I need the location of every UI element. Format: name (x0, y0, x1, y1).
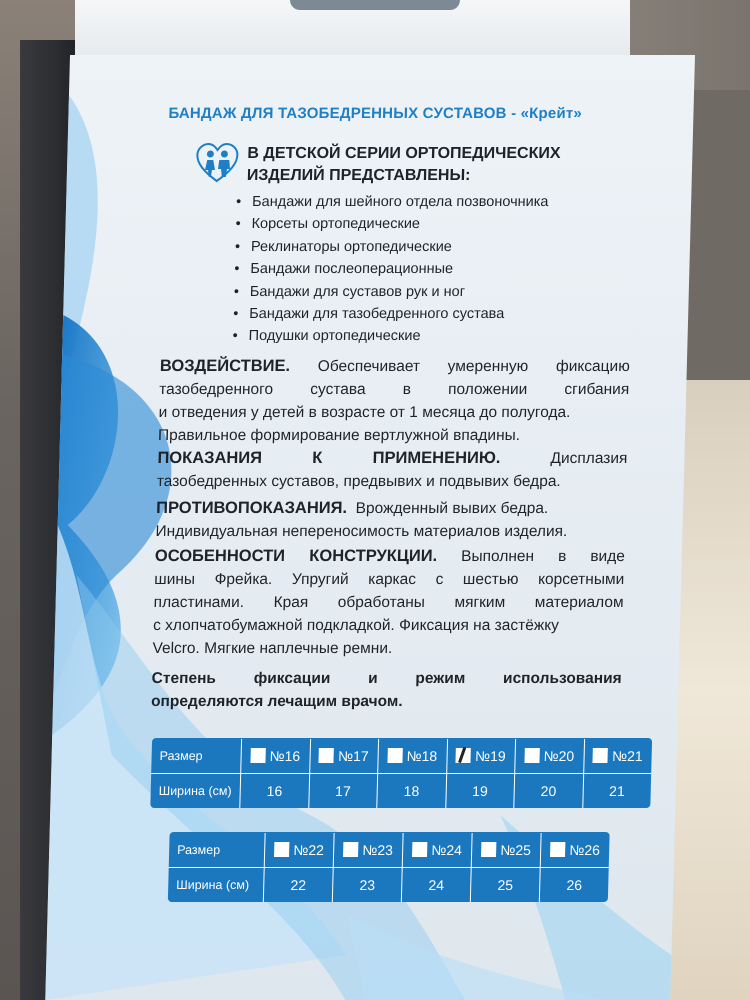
package-top-flap (75, 0, 630, 62)
size-value: №25 (500, 842, 532, 858)
list-item: • Корсеты ортопедические (235, 213, 656, 235)
list-item: • Реклинаторы ортопедические (235, 236, 656, 258)
size-cell (472, 833, 542, 867)
size-checkbox[interactable] (274, 842, 289, 857)
width-label: Ширина (см) (168, 868, 265, 902)
section-text: тазобедренных суставов, предвывих и подвывих бедра. (156, 473, 561, 490)
series-heading-line: В ДЕТСКОЙ СЕРИИ ОРТОПЕДИЧЕСКИХ (247, 145, 561, 162)
width-value: 26 (566, 877, 583, 893)
section-text: Выполнен в виде (460, 548, 626, 565)
width-value: 24 (402, 868, 472, 902)
section-text: шины Фрейка. Упругий каркас с шестью корсетными (154, 571, 625, 588)
size-value: №22 (293, 842, 325, 858)
effect-section (158, 355, 630, 447)
width-value: 20 (514, 774, 583, 808)
width-value: 18 (377, 774, 446, 808)
size-cell (310, 739, 379, 773)
series-heading-line: ИЗДЕЛИЙ ПРЕДСТАВЛЕНЫ: (246, 167, 471, 184)
product-title: БАНДАЖ ДЛЯ ТАЗОБЕДРЕННЫХ СУСТАВОВ - «Крейт» (168, 105, 583, 122)
package-back (45, 55, 695, 1000)
size-checkbox[interactable] (387, 748, 402, 763)
section-text: Индивидуальная непереносимость материалов изделия. (155, 523, 568, 540)
size-table-2 (168, 832, 610, 902)
width-label: Ширина (см) (150, 774, 241, 808)
size-checkbox[interactable] (250, 748, 265, 763)
size-cell (334, 833, 404, 867)
size-checkbox-checked[interactable] (456, 748, 471, 763)
size-value: №23 (362, 842, 394, 858)
section-label: ПОКАЗАНИЯ К ПРИМЕНЕНИЮ. (157, 449, 501, 467)
list-item: • Бандажи для шейного отдела позвоночника (236, 191, 657, 213)
section-text: и отведения у детей в возрасте от 1 месяца до полугода. (158, 404, 571, 421)
size-cell (403, 833, 473, 867)
section-text: Правильное формирование вертлужной впадины. (157, 427, 521, 444)
section-text: тазобедренного сустава в положении сгибания (159, 381, 630, 398)
size-cell (515, 739, 584, 773)
size-cell (541, 833, 610, 867)
width-row (150, 773, 651, 808)
section-text: Степень фиксации и режим использования (151, 670, 622, 687)
size-value: №24 (431, 842, 463, 858)
size-cell (265, 833, 335, 867)
size-checkbox[interactable] (524, 748, 539, 763)
children-heart-icon (195, 143, 240, 183)
size-table-1 (150, 738, 652, 808)
section-label: ПРОТИВОПОКАЗАНИЯ. (155, 499, 348, 517)
section-label: ОСОБЕННОСТИ КОНСТРУКЦИИ. (154, 547, 438, 565)
section-text: Обеспечивает умеренную фиксацию (317, 358, 631, 375)
size-row (169, 833, 610, 867)
list-item: • Бандажи послеоперационные (234, 258, 655, 280)
section-text: Врожденный вывих бедра. (355, 500, 549, 517)
width-row (168, 867, 609, 902)
size-value: №16 (269, 748, 301, 764)
package-text (45, 55, 695, 1000)
list-item: • Бандажи для тазобедренного сустава (233, 303, 654, 325)
series-heading (247, 143, 608, 187)
width-value: 23 (333, 868, 403, 902)
size-value: №21 (611, 748, 643, 764)
size-checkbox[interactable] (593, 748, 608, 763)
width-value: 16 (240, 774, 309, 808)
size-checkbox[interactable] (412, 842, 427, 857)
indications-section (157, 447, 628, 493)
size-cell (447, 739, 516, 773)
size-cell (584, 739, 652, 773)
size-cell (378, 739, 447, 773)
list-item: • Бандажи для суставов рук и ног (234, 281, 655, 303)
size-label: Размер (151, 739, 242, 773)
width-value: 19 (446, 774, 515, 808)
width-value: 21 (608, 783, 625, 799)
design-section (152, 545, 625, 660)
size-value: №19 (474, 748, 506, 764)
width-value: 17 (309, 774, 378, 808)
size-label: Размер (169, 833, 266, 867)
size-cell (241, 739, 310, 773)
section-text: определяются лечащим врачом. (150, 693, 403, 710)
section-text: Дисплазия (550, 450, 628, 467)
size-value: №18 (406, 748, 438, 764)
size-value: №17 (337, 748, 369, 764)
size-checkbox[interactable] (481, 842, 496, 857)
size-row (151, 739, 652, 773)
section-label: ВОЗДЕЙСТВИЕ. (159, 357, 291, 375)
size-value: №20 (543, 748, 575, 764)
section-text: Velcro. Мягкие наплечные ремни. (152, 640, 393, 657)
hang-tab (290, 0, 460, 10)
size-checkbox[interactable] (343, 842, 358, 857)
list-item: • Подушки ортопедические (232, 325, 653, 347)
size-value: №26 (569, 842, 601, 858)
series-list (232, 191, 656, 348)
size-checkbox[interactable] (550, 842, 565, 857)
fixation-note (151, 667, 622, 713)
size-checkbox[interactable] (319, 748, 334, 763)
width-value: 25 (471, 868, 541, 902)
contraindications-section (155, 497, 626, 543)
section-text: пластинами. Края обработаны мягким материалом (153, 594, 624, 611)
section-text: с хлопчатобумажной подкладкой. Фиксация на застёжку (152, 617, 560, 634)
width-value: 22 (264, 868, 334, 902)
